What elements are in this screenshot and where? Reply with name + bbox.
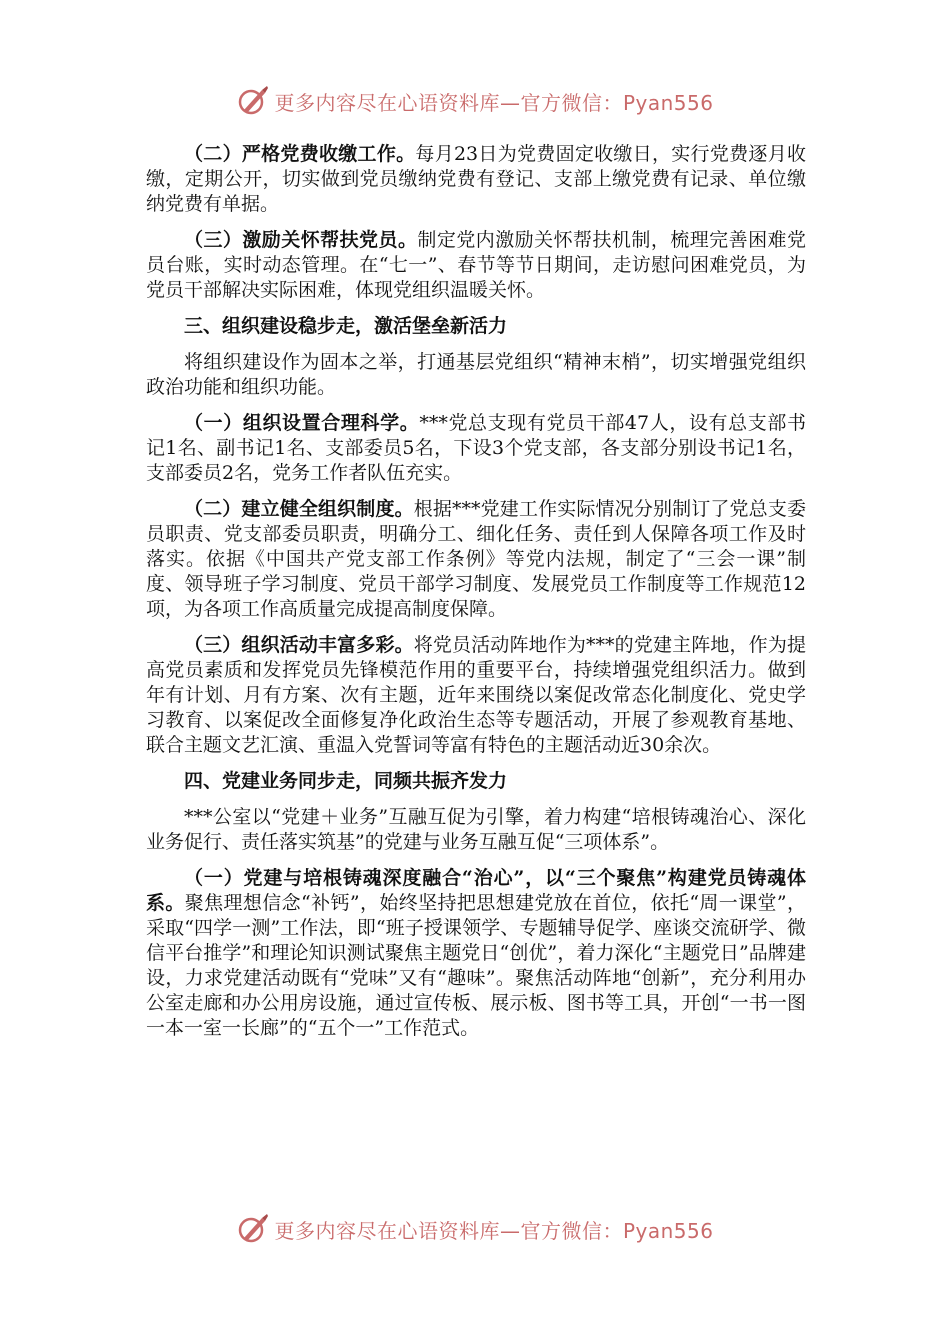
paragraph-body: ***公室以“党建＋业务”互融互促为引擎，着力构建“培根铸魂治心、深化业务促行、责任落实筑基”的党建与业务互融互促“三项体系”。 [146, 806, 806, 853]
paragraph-lead: （二）建立健全组织制度。 [184, 498, 414, 520]
paragraph [146, 411, 806, 486]
paragraph [146, 497, 806, 622]
document-body [146, 142, 806, 1052]
paragraph-body: 将组织建设作为固本之举，打通基层党组织“精神末梢”，切实增强党组织政治功能和组织功能。 [146, 351, 806, 398]
paragraph-lead: （一）组织设置合理科学。 [184, 412, 420, 434]
paragraph-body: 制定党内激励关怀帮扶机制，梳理完善困难党员台账，实时动态管理。在“七一”、春节等节日期间，走访慰问困难党员，为党员干部解决实际困难，体现党组织温暖关怀。 [146, 229, 806, 301]
paragraph-lead: （二）严格党费收缴工作。 [184, 143, 416, 165]
paragraph [146, 350, 806, 400]
paragraph [146, 805, 806, 855]
section-heading: 四、党建业务同步走，同频共振齐发力 [184, 770, 508, 792]
watermark-text: 更多内容尽在心语资料库—官方微信：Pyan556 [274, 1218, 714, 1243]
pen-logo-icon [236, 84, 270, 118]
paragraph-lead: （三）组织活动丰富多彩。 [184, 634, 414, 656]
paragraph-body: 将党员活动阵地作为***的党建主阵地，作为提高党员素质和发挥党员先锋模范作用的重要平台，持续增强党组织活力。做到年有计划、月有方案、次有主题，近年来围绕以案促改常态化制度化、党史学习教育、以案促改全面修复净化政治生态等专题活动，开展了参观教育基地、联合主题文艺汇演、重温入党誓词等富有特色的主题活动近30余次。 [146, 634, 806, 756]
pen-logo-icon [236, 1212, 270, 1246]
watermark-text: 更多内容尽在心语资料库—官方微信：Pyan556 [274, 90, 714, 115]
paragraph [146, 228, 806, 303]
paragraph-lead: （三）激励关怀帮扶党员。 [184, 229, 418, 251]
watermark-bottom [0, 1212, 950, 1246]
section-heading: 三、组织建设稳步走，激活堡垒新活力 [184, 315, 508, 337]
paragraph [146, 866, 806, 1041]
paragraph [146, 142, 806, 217]
paragraph-lead: （一）党建与培根铸魂深度融合“治心”，以“三个聚焦”构建党员铸魂体系。 [146, 867, 806, 914]
paragraph-body: ***党总支现有党员干部47人，设有总支部书记1名、副书记1名、支部委员5名，下设3个党支部，各支部分别设书记1名，支部委员2名，党务工作者队伍充实。 [146, 412, 806, 484]
paragraph [146, 633, 806, 758]
paragraph-body: 每月23日为党费固定收缴日，实行党费逐月收缴，定期公开，切实做到党员缴纳党费有登记、支部上缴党费有记录、单位缴纳党费有单据。 [146, 143, 806, 215]
watermark-top [0, 84, 950, 118]
paragraph-body: 根据***党建工作实际情况分别制订了党总支委员职责、党支部委员职责，明确分工、细化任务、责任到人保障各项工作及时落实。依据《中国共产党支部工作条例》等党内法规，制定了“三会一课”制度、领导班子学习制度、党员干部学习制度、发展党员工作制度等工作规范12项，为各项工作高质量完成提高制度保障。 [146, 498, 806, 620]
paragraph-body: 聚焦理想信念“补钙”，始终坚持把思想建党放在首位，依托“周一课堂”，采取“四学一测”工作法，即“班子授课领学、专题辅导促学、座谈交流研学、微信平台推学”和理论知识测试聚焦主题党日“创优”，着力深化“主题党日”品牌建设，力求党建活动既有“党味”又有“趣味”。聚焦活动阵地“创新”，充分利用办公室走廊和办公用房设施，通过宣传板、展示板、图书等工具，开创“一书一图一本一室一长廊”的“五个一”工作范式。 [146, 892, 806, 1039]
